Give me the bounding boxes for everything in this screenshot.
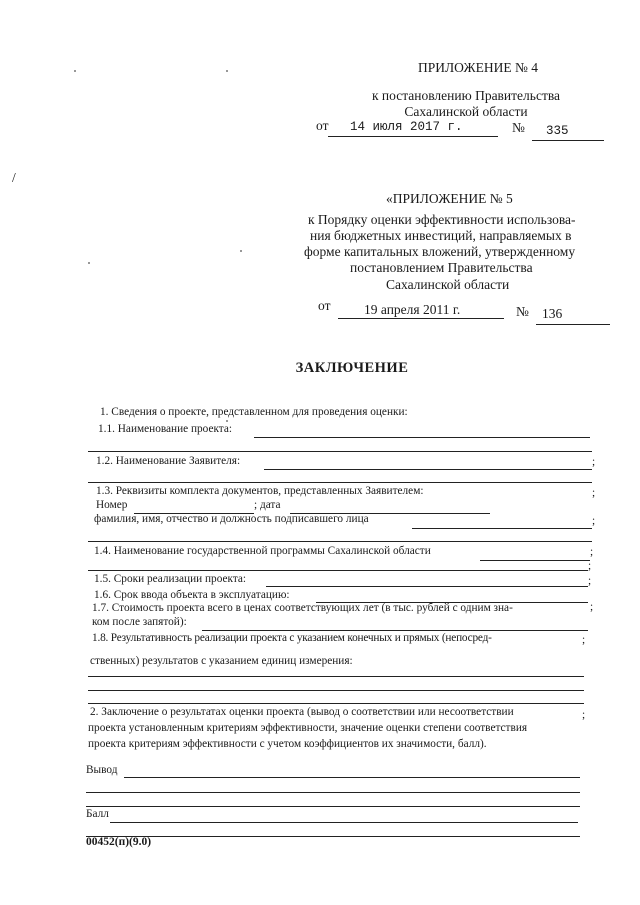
semicolon: ; — [592, 515, 596, 527]
scan-speck — [88, 262, 90, 264]
semicolon: ; — [590, 601, 594, 613]
field-1-7-line — [202, 630, 588, 631]
section-2-line-b: проекта установленным критериям эффективности, значение оценки степени соответствия — [88, 722, 528, 734]
field-1-8-line — [88, 676, 584, 677]
section-2-line-c: проекта критериям эффективности с учетом коэффициентов их значимости, балл). — [88, 738, 487, 750]
field-1-7-label-a: 1.7. Стоимость проекта всего в ценах соответствующих лет (в тыс. рублей с одним зна- — [92, 602, 513, 614]
scan-speck — [240, 250, 242, 252]
annex4-number-underline — [532, 140, 604, 141]
semicolon: ; — [592, 456, 596, 468]
field-1-1-label: 1.1. Наименование проекта: — [98, 423, 233, 435]
annex5-number-label: № — [516, 304, 529, 319]
field-1-8-line-3 — [88, 703, 584, 704]
annex4-number: 335 — [546, 124, 569, 138]
document-heading: ЗАКЛЮЧЕНИЕ — [295, 360, 409, 376]
conclusion-line-3 — [86, 806, 580, 807]
section-2-line-a: 2. Заключение о результатах оценки проекта (вывод о соответствии или несоответствии — [90, 706, 514, 718]
annex5-line: к Порядку оценки эффективности использова- — [308, 212, 576, 227]
field-1-3-label: 1.3. Реквизиты комплекта документов, представленных Заявителем: — [96, 485, 424, 497]
scan-mark: / — [12, 170, 16, 185]
field-1-1-line — [254, 437, 590, 438]
field-1-3-line-2 — [88, 541, 592, 542]
signer-line — [412, 528, 592, 529]
semicolon: ; — [588, 560, 592, 572]
number-word: Номер — [96, 499, 128, 511]
field-1-6-label: 1.6. Срок ввода объекта в эксплуатацию: — [94, 589, 290, 601]
field-1-1-line-2 — [88, 451, 592, 452]
field-1-7-label-b: ком после запятой): — [92, 616, 187, 628]
scan-speck — [226, 420, 228, 422]
field-1-2-line — [264, 469, 592, 470]
annex4-line1: к постановлению Правительства — [371, 88, 561, 103]
annex4-date: 14 июля 2017 г. — [350, 120, 463, 134]
annex5-from-label: от — [318, 298, 331, 313]
annex5-line: постановлением Правительства — [350, 260, 533, 275]
score-line-2 — [86, 836, 580, 837]
annex5-line: ния бюджетных инвестиций, направляемых в — [310, 228, 572, 243]
field-1-5-label: 1.5. Сроки реализации проекта: — [94, 573, 247, 585]
conclusion-line-2 — [86, 792, 580, 793]
annex5-title: «ПРИЛОЖЕНИЕ № 5 — [386, 191, 513, 206]
field-1-8-line-2 — [88, 690, 584, 691]
signer-label: фамилия, имя, отчество и должность подписавшего лица — [94, 513, 369, 525]
field-1-8-label-b: ственных) результатов с указанием единиц измерения: — [90, 655, 353, 667]
annex5-line: форме капитальных вложений, утвержденному — [304, 244, 576, 259]
score-label: Балл — [86, 808, 109, 820]
footer-code: 00452(п)(9.0) — [86, 836, 152, 848]
field-1-4-label: 1.4. Наименование государственной программы Сахалинской области — [94, 545, 431, 557]
semicolon: ; — [592, 487, 596, 499]
semicolon: ; — [582, 634, 586, 646]
annex4-date-underline — [328, 136, 498, 137]
conclusion-line — [124, 777, 580, 778]
field-1-4-line — [480, 560, 590, 561]
scan-speck — [74, 70, 76, 72]
annex4-line2: Сахалинской области — [404, 104, 528, 119]
annex5-line: Сахалинской области — [386, 277, 510, 292]
scan-speck — [226, 70, 228, 72]
section-1-heading: 1. Сведения о проекте, представленном для проведения оценки: — [100, 406, 408, 418]
annex5-date: 19 апреля 2011 г. — [364, 302, 461, 317]
score-line — [110, 822, 578, 823]
annex5-number: 136 — [542, 306, 563, 321]
semicolon: ; — [582, 709, 586, 721]
field-1-2-line-2 — [88, 482, 592, 483]
annex4-number-label: № — [512, 120, 525, 135]
field-1-5-line — [266, 586, 588, 587]
annex4-title: ПРИЛОЖЕНИЕ № 4 — [417, 60, 539, 75]
semicolon: ; — [590, 546, 594, 558]
annex5-number-underline — [536, 324, 610, 325]
field-1-2-label: 1.2. Наименование Заявителя: — [96, 455, 241, 467]
semicolon: ; — [588, 575, 592, 587]
annex4-from-label: от — [316, 118, 329, 133]
field-1-8-label-a: 1.8. Результативность реализации проекта с указанием конечных и прямых (непосред- — [92, 632, 492, 644]
annex5-date-underline — [338, 318, 504, 319]
field-1-4-line-2 — [88, 570, 588, 571]
date-word: ; дата — [254, 499, 281, 511]
conclusion-label: Вывод — [86, 764, 118, 776]
